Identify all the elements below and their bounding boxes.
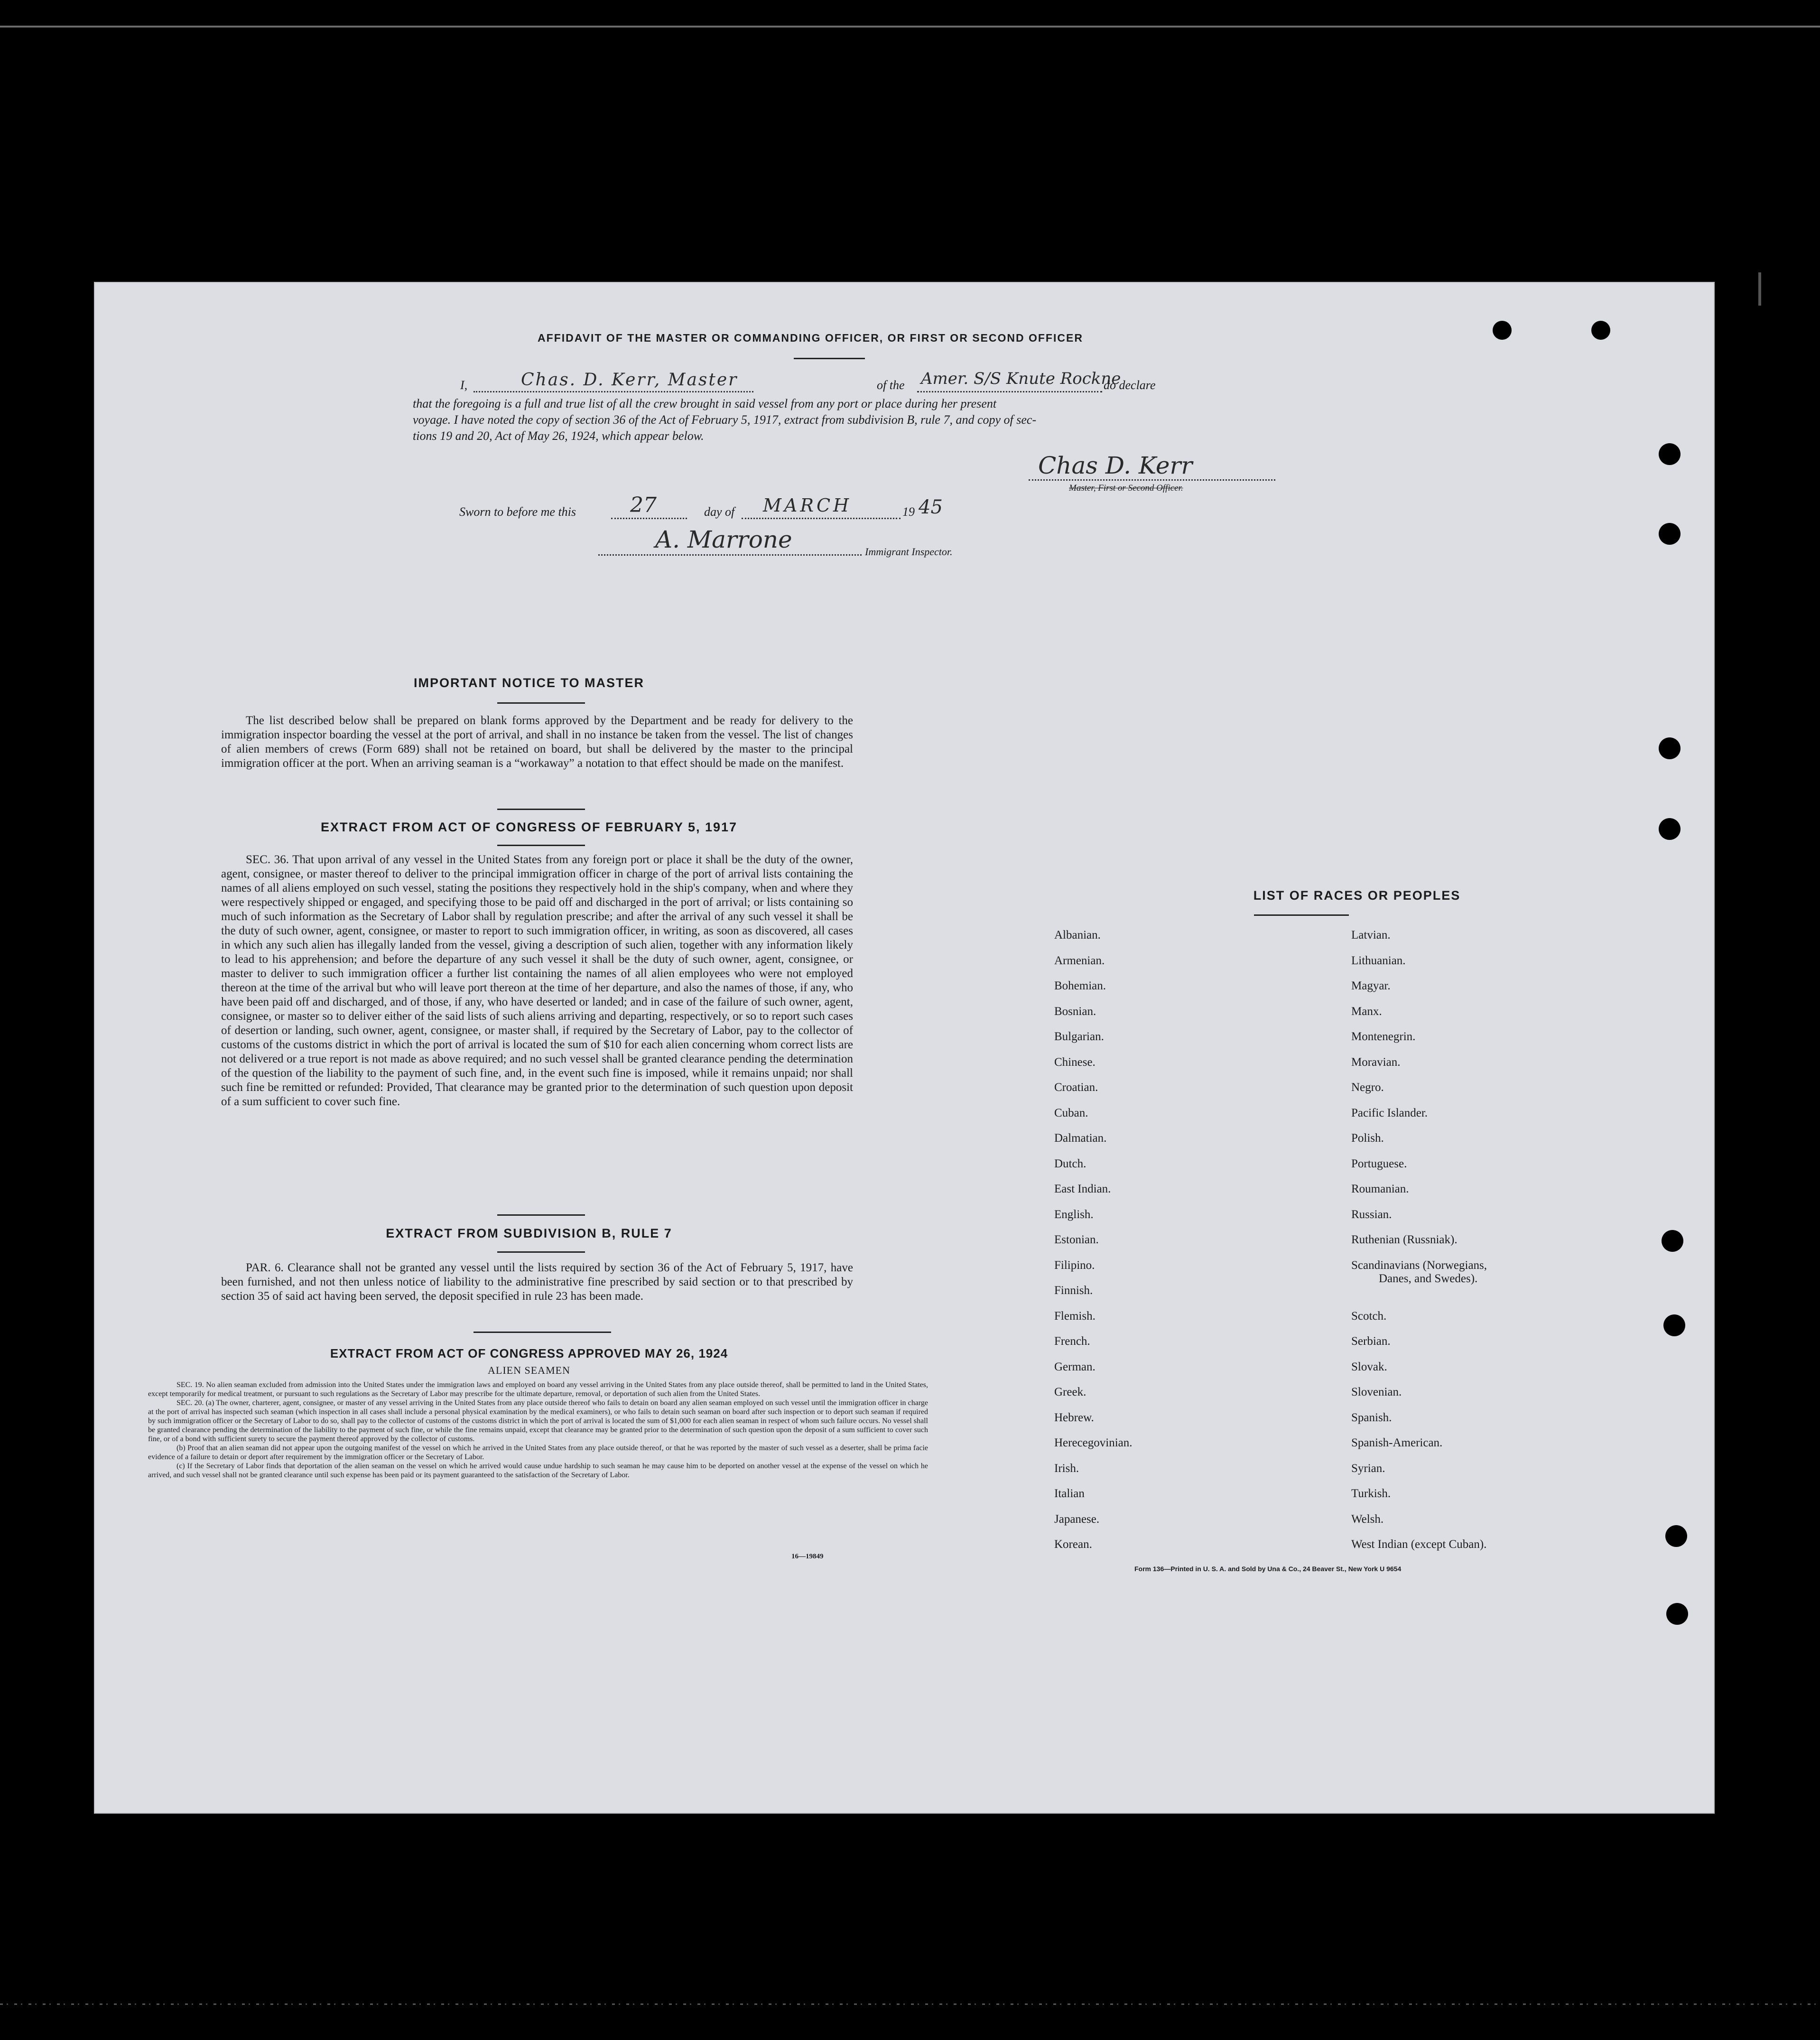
vessel-name-field (917, 369, 1121, 392)
race-item: Albanian. (1054, 929, 1101, 941)
day-field (611, 493, 687, 519)
race-item: Scandinavians (Norwegians, (1351, 1258, 1487, 1272)
race-item: Roumanian. (1351, 1183, 1409, 1195)
sworn-label: Sworn to before me this (459, 505, 576, 519)
inspector-signature: A. Marrone (655, 526, 792, 553)
month-handwriting: MARCH (763, 495, 852, 516)
race-item: Slovak. (1351, 1360, 1387, 1373)
film-bottom-noise (0, 2003, 1820, 2005)
divider (474, 1332, 611, 1333)
race-item: Bohemian. (1054, 979, 1106, 992)
extract-rule7-title: EXTRACT FROM SUBDIVISION B, RULE 7 (386, 1226, 672, 1240)
master-signature: Chas D. Kerr (1038, 452, 1193, 479)
race-item: Estonian. (1054, 1233, 1099, 1246)
race-item: Bosnian. (1054, 1005, 1096, 1018)
race-item: Italian (1054, 1487, 1085, 1500)
punch-hole (1659, 818, 1681, 840)
race-item: Manx. (1351, 1005, 1382, 1018)
affidavit-line: voyage. I have noted the copy of section 36 of the Act of February 5, 1917, extract from subdivision B, rule 7, and copy of sec- (413, 413, 1037, 427)
form-footer: Form 136—Printed in U. S. A. and Sold by Una & Co., 24 Beaver St., New York U 9654 (1134, 1565, 1402, 1573)
race-item: Turkish. (1351, 1487, 1391, 1500)
inspector-field (598, 526, 862, 556)
punch-hole (1493, 321, 1512, 340)
race-item: Pacific Islander. (1351, 1106, 1428, 1119)
affidavit-of-the: of the (877, 378, 905, 392)
section-19-text: SEC. 19. No alien seaman excluded from admission into the United States under the immigration laws and employed on board any vessel arriving in the United States from any place outside thereof, shall be permitted to land in the United States, except temporarily for medical treatment, or pursuant to such regulations as the Secretary of Labor may prescribe for the ultimate departure, removal, or deportation of such alien from the United States. (148, 1381, 928, 1398)
race-item: German. (1054, 1360, 1096, 1373)
day-of-label: day of (704, 505, 735, 519)
race-item: Korean. (1054, 1538, 1092, 1551)
inspector-caption: Immigrant Inspector. (865, 546, 953, 558)
punch-hole (1663, 1314, 1685, 1336)
race-item: Filipino. (1054, 1258, 1095, 1272)
section-20c-text: (c) If the Secretary of Labor finds that deportation of the alien seaman on the vessel on which he arrived would cause undue hardship to such seaman he may cause him to be deported on another vessel at the expense of the vessel on which he arrived, and such vessel shall not be granted clearance until such expense has been paid or its payment guaranteed to the satisfaction of the Secretary of Labor. (148, 1462, 928, 1479)
race-item: Armenian. (1054, 954, 1105, 967)
extract-1924-title: EXTRACT FROM ACT OF CONGRESS APPROVED MAY 26, 1924 (330, 1346, 728, 1360)
race-item: East Indian. (1054, 1183, 1111, 1195)
affidavit-body (413, 396, 1404, 444)
divider (497, 1214, 585, 1216)
race-item: Finnish. (1054, 1284, 1093, 1297)
race-item: Spanish. (1351, 1411, 1392, 1424)
race-item: Portuguese. (1351, 1157, 1407, 1170)
race-item: Moravian. (1351, 1055, 1401, 1069)
race-item: Herecegovinian. (1054, 1436, 1133, 1449)
race-item: Dalmatian. (1054, 1132, 1107, 1145)
section-20b-text: (b) Proof that an alien seaman did not appear upon the outgoing manifest of the vessel on which he arrived in the United States from any place outside thereof, or that he was reported by the master of such vessel as a deserter, shall be prima facie evidence of a failure to detain or deport after requirement by the immigration officer or the Secretary of Labor. (148, 1444, 928, 1461)
divider (497, 845, 585, 846)
print-code: 16—19849 (791, 1553, 824, 1560)
race-item: Flemish. (1054, 1309, 1096, 1323)
race-item: English. (1054, 1208, 1094, 1221)
divider (794, 358, 865, 359)
notice-title: IMPORTANT NOTICE TO MASTER (414, 676, 644, 690)
day-handwriting: 27 (630, 493, 657, 517)
affidavit-do-declare: do declare (1104, 378, 1156, 392)
race-item: Irish. (1054, 1462, 1079, 1475)
race-item: Russian. (1351, 1208, 1392, 1221)
race-item: Spanish-American. (1351, 1436, 1443, 1449)
race-item: Latvian. (1351, 929, 1391, 941)
punch-hole (1666, 1603, 1688, 1625)
affidavit-title: AFFIDAVIT OF THE MASTER OR COMMANDING OFFICER, OR FIRST OR SECOND OFFICER (538, 332, 1083, 344)
punch-hole (1591, 321, 1610, 340)
divider (497, 809, 585, 810)
affidavit-line: tions 19 and 20, Act of May 26, 1924, which appear below. (413, 429, 704, 443)
race-item: Slovenian. (1351, 1386, 1402, 1398)
vessel-name-handwriting: Amer. S/S Knute Rockne (921, 369, 1121, 388)
punch-hole (1665, 1525, 1687, 1547)
divider (497, 702, 585, 704)
signature-field (1029, 453, 1275, 481)
extract-rule7-text: PAR. 6. Clearance shall not be granted any vessel until the lists required by section 36 of the Act of February 5, 1917, have been furnished, and not then unless notice of liability to the administrative fine prescribed by said section or to that prescribed by section 35 of said act having been served, the deposit specified in rule 23 has been made. (221, 1261, 853, 1303)
race-item: Polish. (1351, 1132, 1384, 1145)
race-item: Welsh. (1351, 1512, 1384, 1526)
punch-hole (1662, 1230, 1683, 1252)
month-field (742, 495, 901, 519)
affidavit-line: that the foregoing is a full and true list of all the crew brought in said vessel from any port or place during her present (413, 397, 997, 410)
extract-1917-text: SEC. 36. That upon arrival of any vessel in the United States from any foreign port or place it shall be the duty of the owner, agent, consignee, or master thereof to deliver to the principal immigration officer in charge of the port of arrival lists containing the names of all aliens employed on such vessel, stating the positions they respectively hold in the ship's company, when and where they were respectively shipped or engaged, and specifying those to be paid off and discharged in the port of arrival; or lists containing so much of such information as the Secretary of Labor shall by regulation prescribe; and after the arrival of any such vessel it shall be the duty of such owner, agent, consignee, or master to report to such immigration officer, in writing, as soon as discovered, all cases in which any such alien has illegally landed from the vessel, giving a description of such alien, together with any information likely to lead to his apprehension; and before the departure of any such vessel it shall be the duty of such owner, agent, consignee, or master to deliver to such immigration officer a further list containing the names of all alien employees who were not employed thereon at the time of the arrival but who will leave port thereon at the time of her departure, and also the names of those, if any, who have been paid off and discharged, and of those, if any, who have deserted or landed; and in case of the failure of such owner, agent, consignee, or master so to deliver either of the said lists of such aliens arriving and departing, respectively, or so to report such cases of desertion or landing, such owner, agent, consignee, or master shall, if required by the Secretary of Labor, pay to the collector of customs of the customs district in which the port of arrival is located the sum of $10 for each alien concerning whom correct lists are not delivered or a true report is not made as above required; and no such vessel shall be granted clearance pending the determination of the question of the liability to the payment of such fine, and, in the event such fine is imposed, while it remains unpaid; nor shall such fine be remitted or refunded: Provided, That clearance may be granted prior to the determination of such question upon deposit of a sum sufficient to cover such fine. (221, 853, 853, 1108)
document-page (94, 282, 1715, 1814)
races-title: LIST OF RACES OR PEOPLES (1253, 888, 1461, 903)
master-name-handwriting: Chas. D. Kerr, Master (521, 370, 738, 390)
race-item: Negro. (1351, 1081, 1384, 1094)
extract-1917-title: EXTRACT FROM ACT OF CONGRESS OF FEBRUARY 5, 1917 (320, 820, 738, 834)
race-item: Ruthenian (Russniak). (1351, 1233, 1458, 1246)
race-item: Japanese. (1054, 1512, 1100, 1526)
master-caption-text: Master, First or Second Officer. (1069, 483, 1183, 493)
race-item: Lithuanian. (1351, 954, 1406, 967)
race-item: Chinese. (1054, 1055, 1096, 1069)
master-name-field (474, 370, 753, 392)
punch-hole (1659, 443, 1681, 465)
film-edge-mark (1758, 272, 1761, 306)
race-item: West Indian (except Cuban). (1351, 1538, 1487, 1551)
year-prefix: 19 (902, 505, 915, 519)
race-item: French. (1054, 1335, 1090, 1348)
year-handwriting: 45 (919, 496, 943, 518)
race-item: Bulgarian. (1054, 1030, 1104, 1043)
race-item: Danes, and Swedes). (1379, 1272, 1478, 1285)
race-item: Hebrew. (1054, 1411, 1094, 1424)
extract-1924-subtitle: ALIEN SEAMEN (488, 1364, 570, 1376)
race-item: Serbian. (1351, 1335, 1391, 1348)
race-item: Cuban. (1054, 1106, 1088, 1119)
film-top-line (0, 26, 1820, 28)
extract-1924-sections (148, 1380, 928, 1480)
race-item: Greek. (1054, 1386, 1086, 1398)
race-item: Syrian. (1351, 1462, 1385, 1475)
race-item: Montenegrin. (1351, 1030, 1416, 1043)
master-caption (1069, 483, 1183, 494)
divider (497, 1251, 585, 1253)
notice-text: The list described below shall be prepared on blank forms approved by the Department and be ready for delivery to the immigration inspector boarding the vessel at the port of arrival, and shall in no instance be taken from the vessel. The list of changes of alien members of crews (Form 689) shall not be retained on board, but shall be delivered by the master to the principal immigration officer at the port. When an arriving seaman is a “workaway” a notation to that effect should be made on the manifest. (221, 714, 853, 770)
affidavit-i: I, (460, 378, 468, 392)
race-item: Magyar. (1351, 979, 1391, 992)
divider (1254, 914, 1349, 916)
race-item: Dutch. (1054, 1157, 1086, 1170)
section-20a-text: SEC. 20. (a) The owner, charterer, agent, consignee, or master of any vessel arriving in the United States from any place outside thereof who fails to detain on board any alien seaman employed on such vessel until the immigration officer in charge at the port of arrival has inspected such seaman (which inspection in all cases shall include a personal physical examination by the medical examiners), or who fails to detain such seaman on board after such inspection or to deport such seaman if required by such immigration officer or the Secretary of Labor to do so, shall pay to the collector of customs of the customs district in which the port of arrival is located the sum of $1,000 for each alien seaman in respect of whom such failure occurs. No vessel shall be granted clearance pending the determination of the liability to the payment of such fine, or while the fine remains unpaid, except that clearance may be granted prior to the determination of such question upon the deposit of a sum sufficient to cover such fine, or of a bond with sufficient surety to secure the payment thereof approved by the collector of customs. (148, 1399, 928, 1443)
race-item: Scotch. (1351, 1309, 1387, 1323)
punch-hole (1659, 523, 1681, 545)
punch-hole (1659, 737, 1681, 759)
race-item: Croatian. (1054, 1081, 1098, 1094)
